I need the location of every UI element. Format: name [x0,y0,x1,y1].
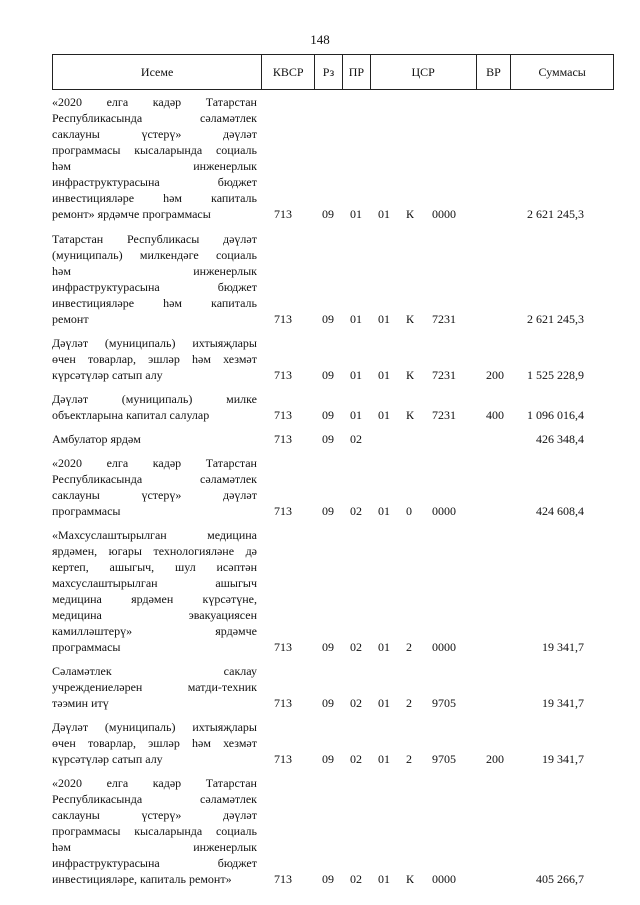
cell-p2: 2 [406,696,412,710]
cell-pr: 01 [350,207,362,221]
row-name-word: һәм [192,352,211,366]
cell-pr: 02 [350,752,362,766]
cell-pr: 02 [350,872,362,886]
row-name-word: күрсәтүне, [202,592,257,606]
row-name-line: күрсәтүләр сатып алу [52,752,163,766]
row-name-word: «2020 [52,456,82,470]
row-name-line [52,775,257,791]
table-row [52,231,614,327]
row-name-word: камилләштерү» [52,624,133,638]
cell-rz: 09 [322,368,334,382]
row-name-word: инфраструктурасына [52,856,160,870]
row-name-word: шул [174,560,196,574]
cell-p2: 2 [406,752,412,766]
row-name-line: объектларына капитал салулар [52,408,210,422]
cell-p1 [378,431,406,447]
row-name-line [52,735,257,751]
row-name-line [52,823,257,839]
row-name-line [52,94,257,110]
row-name-line: тәэмин итү [52,696,109,710]
row-name-word: инженерлык [193,159,257,173]
cell-p1: 01 [378,872,390,886]
cell-p2: К [406,872,415,886]
cell-kvsr: 713 [274,696,292,710]
row-name-line [52,190,257,206]
cell-kvsr: 713 [274,207,292,221]
row-name [52,231,257,327]
row-name-word: (муниципаль) [104,720,176,734]
cell-p3: 7231 [432,408,456,422]
row-name-word: Республикасында [52,111,143,125]
row-name-word: ярдәмче [215,624,257,638]
row-name-word: эшләр [148,736,180,750]
cell-sum: 1 096 016,4 [527,408,584,422]
row-name-word: махсуслаштырылган [52,576,158,590]
cell-p2: 2 [406,640,412,654]
cell-p3: 7231 [432,312,456,326]
cell-vr: 400 [486,408,504,422]
cell-pr: 01 [350,312,362,326]
cell-p3: 0000 [432,640,456,654]
row-name-word: учреждениеләрен [52,680,143,694]
row-name-word: товарлар, [87,736,137,750]
cell-p2: 0 [406,504,412,518]
row-name-line [52,174,257,190]
row-name-word: Республикасында [52,472,143,486]
cell-sum: 19 341,7 [542,640,584,654]
row-name-word: хезмәт [223,352,257,366]
row-name [52,431,257,447]
row-name-line [52,231,257,247]
page-number: 148 [310,32,330,47]
row-name-word: елга [106,95,129,109]
row-name-word: үстерү» [141,127,182,141]
row-name-word: исәптән [216,560,257,574]
cell-rz: 09 [322,207,334,221]
row-name-word: инженерлык [193,840,257,854]
row-name-word: һәм [192,736,211,750]
row-name-word: ярдәмен, [52,544,98,558]
cell-rz: 09 [322,408,334,422]
row-name-word: милке [226,392,257,406]
row-name-word: ашыгыч [215,576,257,590]
row-name-word: программасы [52,143,121,157]
row-name-line [52,527,257,543]
cell-p2: К [406,368,415,382]
cell-p2: К [406,312,415,326]
row-name-word: саклауны [52,127,100,141]
row-name-word: «Махсуслаштырылган [52,528,167,542]
cell-p3: 0000 [432,872,456,886]
row-name-word: ярдәмен [131,592,174,606]
row-name-word: инженерлык [193,264,257,278]
table-header [52,54,614,90]
row-name-line: программасы [52,504,121,518]
row-name-word: кысаларында [134,824,203,838]
cell-sum: 2 621 245,3 [527,207,584,221]
row-name-word: сәламәтлек [200,111,257,125]
row-name-line: ремонт [52,312,89,326]
row-name-word: елга [106,456,129,470]
row-name-word: сәламәтлек [200,792,257,806]
row-name-word: бюджет [217,856,257,870]
row-name-word: социаль [215,824,257,838]
row-name-word: дәүләт [222,232,257,246]
row-name-word: социаль [215,248,257,262]
cell-p3: 9705 [432,696,456,710]
cell-p1: 01 [378,368,390,382]
row-name-line [52,335,257,351]
cell-kvsr: 713 [274,432,292,446]
cell-p2: К [406,207,415,221]
row-name-line [52,279,257,295]
row-name-word: эшләр [148,352,180,366]
cell-pr: 02 [350,504,362,518]
row-name [52,391,257,423]
cell-vr [486,527,526,655]
row-name-word: технологияләне [153,544,235,558]
row-name-line [52,126,257,142]
row-name-line [52,559,257,575]
cell-p1: 01 [378,408,390,422]
row-name-line [52,855,257,871]
row-name-line [52,247,257,263]
row-name-word: һәм [52,264,71,278]
table-row [52,94,614,222]
row-name-word: һәм [163,296,183,310]
row-name-word: Республикасы [126,232,200,246]
row-name-line: инвестицияләре, капиталь ремонт» [52,872,232,886]
cell-p1: 01 [378,696,390,710]
row-name-word: югары [108,544,142,558]
row-name-word: һәм [52,840,71,854]
cell-kvsr: 713 [274,872,292,886]
row-name-word: елга [106,776,129,790]
cell-p1: 01 [378,640,390,654]
row-name-word: медицина [207,528,257,542]
cell-p3 [432,431,486,447]
row-name-line [52,455,257,471]
row-name [52,455,257,519]
cell-sum: 19 341,7 [542,752,584,766]
row-name-word: дә [245,544,257,558]
row-name-word: Республикасында [52,792,143,806]
cell-vr [486,231,526,327]
row-name-line [52,263,257,279]
row-name-line [52,839,257,855]
row-name-line [52,591,257,607]
cell-rz: 09 [322,752,334,766]
row-name-line [52,679,257,695]
row-name [52,335,257,383]
row-name-word: Татарстан [52,232,104,246]
row-name-word: Татарстан [205,456,257,470]
row-name-word: Дәүләт [52,720,89,734]
cell-vr [486,775,526,887]
row-name-word: капиталь [211,191,257,205]
header-vr: ВР [477,55,512,89]
row-name-word: Татарстан [205,776,257,790]
cell-p3: 0000 [432,207,456,221]
table-row [52,335,614,383]
row-name-line [52,543,257,559]
row-name-word: бюджет [217,175,257,189]
row-name-line: Амбулатор ярдәм [52,432,141,446]
row-name-line [52,142,257,158]
row-name-word: медицина [52,592,102,606]
cell-vr [486,431,526,447]
cell-sum: 2 621 245,3 [527,312,584,326]
header-name: Исеме [53,55,262,89]
row-name-line [52,623,257,639]
cell-pr: 02 [350,696,362,710]
header-pr: ПР [343,55,371,89]
cell-rz: 09 [322,872,334,886]
cell-vr: 200 [486,368,504,382]
row-name-word: саклауны [52,808,100,822]
row-name-word: үстерү» [141,808,182,822]
row-name-word: социаль [215,143,257,157]
row-name-word: өчен [52,352,76,366]
cell-p3: 0000 [432,504,456,518]
cell-vr [486,663,526,711]
table-row [52,527,614,655]
row-name-word: (муниципаль) [104,336,176,350]
row-name-word: Дәүләт [52,392,89,406]
row-name-line [52,791,257,807]
row-name-word: «2020 [52,776,82,790]
row-name-line: программасы [52,640,121,654]
row-name-word: кертеп, [52,560,89,574]
row-name-word: дәүләт [222,127,257,141]
table-row [52,455,614,519]
row-name-word: капиталь [211,296,257,310]
row-name-word: сәламәтлек [200,472,257,486]
row-name-word: матди-техник [187,680,257,694]
table-row [52,431,614,447]
cell-rz: 09 [322,312,334,326]
row-name-word: Дәүләт [52,336,89,350]
cell-p2 [406,431,432,447]
row-name-word: дәүләт [222,808,257,822]
row-name-word: ихтыяҗлары [192,720,257,734]
row-name-line [52,158,257,174]
row-name-word: эвакуациясен [188,608,257,622]
row-name-word: саклауны [52,488,100,502]
row-name [52,663,257,711]
row-name-word: өчен [52,736,76,750]
header-kvsr: КВСР [262,55,315,89]
cell-p1: 01 [378,207,390,221]
row-name-word: инфраструктурасына [52,175,160,189]
row-name-word: һәм [52,159,71,173]
row-name-word: һәм [163,191,183,205]
table-row [52,775,614,887]
cell-sum: 424 608,4 [536,504,584,518]
row-name-word: программасы [52,824,121,838]
row-name-word: товарлар, [87,352,137,366]
row-name-line: күрсәтүләр сатып алу [52,368,163,382]
row-name-word: ашыгыч, [109,560,155,574]
cell-pr: 02 [350,640,362,654]
row-name-line [52,471,257,487]
cell-vr [486,94,526,222]
row-name-word: Сәламәтлек [52,664,112,678]
cell-pr: 01 [350,368,362,382]
cell-rz: 09 [322,504,334,518]
row-name-word: инфраструктурасына [52,280,160,294]
row-name-word: үстерү» [141,488,182,502]
row-name-word: саклау [223,664,257,678]
cell-p1: 01 [378,752,390,766]
cell-kvsr: 713 [274,504,292,518]
header-sum: Суммасы [538,64,586,79]
row-name-word: кысаларында [134,143,203,157]
cell-kvsr: 713 [274,312,292,326]
row-name-word: бюджет [217,280,257,294]
row-name-word: хезмәт [223,736,257,750]
row-name-word: кадәр [152,456,182,470]
cell-sum: 426 348,4 [536,432,584,446]
cell-sum: 405 266,7 [536,872,584,886]
row-name-line [52,295,257,311]
row-name-line [52,575,257,591]
row-name-word: (муниципаль) [52,248,123,262]
cell-rz: 09 [322,432,334,446]
table-row [52,719,614,767]
row-name-word: милкендәге [139,248,199,262]
table-body [52,94,614,895]
row-name [52,719,257,767]
cell-kvsr: 713 [274,368,292,382]
cell-sum: 1 525 228,9 [527,368,584,382]
cell-pr: 02 [350,432,362,446]
cell-p1: 01 [378,504,390,518]
row-name-word: инвестицияләре [52,296,135,310]
row-name-word: Татарстан [205,95,257,109]
row-name-word: (муниципаль) [121,392,193,406]
cell-rz: 09 [322,696,334,710]
cell-p2: К [406,408,415,422]
cell-vr: 200 [486,752,504,766]
cell-p1: 01 [378,312,390,326]
row-name-line [52,487,257,503]
row-name-word: инвестицияләре [52,191,135,205]
row-name-line [52,663,257,679]
row-name-line [52,351,257,367]
row-name-word: ихтыяҗлары [192,336,257,350]
row-name-line: ремонт» ярдәмче программасы [52,207,211,221]
header-csr: ЦСР [371,55,477,89]
row-name-line [52,607,257,623]
row-name-word: кадәр [152,95,182,109]
row-name [52,527,257,655]
cell-kvsr: 713 [274,752,292,766]
cell-p3: 7231 [432,368,456,382]
cell-pr: 01 [350,408,362,422]
row-name-word: дәүләт [222,488,257,502]
cell-kvsr: 713 [274,408,292,422]
row-name-word: «2020 [52,95,82,109]
cell-sum: 19 341,7 [542,696,584,710]
cell-vr [486,455,526,519]
table-row [52,663,614,711]
row-name-line [52,807,257,823]
row-name-word: медицина [52,608,102,622]
cell-kvsr: 713 [274,640,292,654]
row-name-line [52,391,257,407]
row-name [52,94,257,222]
table-row [52,391,614,423]
cell-p3: 9705 [432,752,456,766]
cell-rz: 09 [322,640,334,654]
row-name-line [52,719,257,735]
row-name-line [52,110,257,126]
row-name-word: кадәр [152,776,182,790]
header-rz: Рз [315,55,343,89]
row-name [52,775,257,887]
